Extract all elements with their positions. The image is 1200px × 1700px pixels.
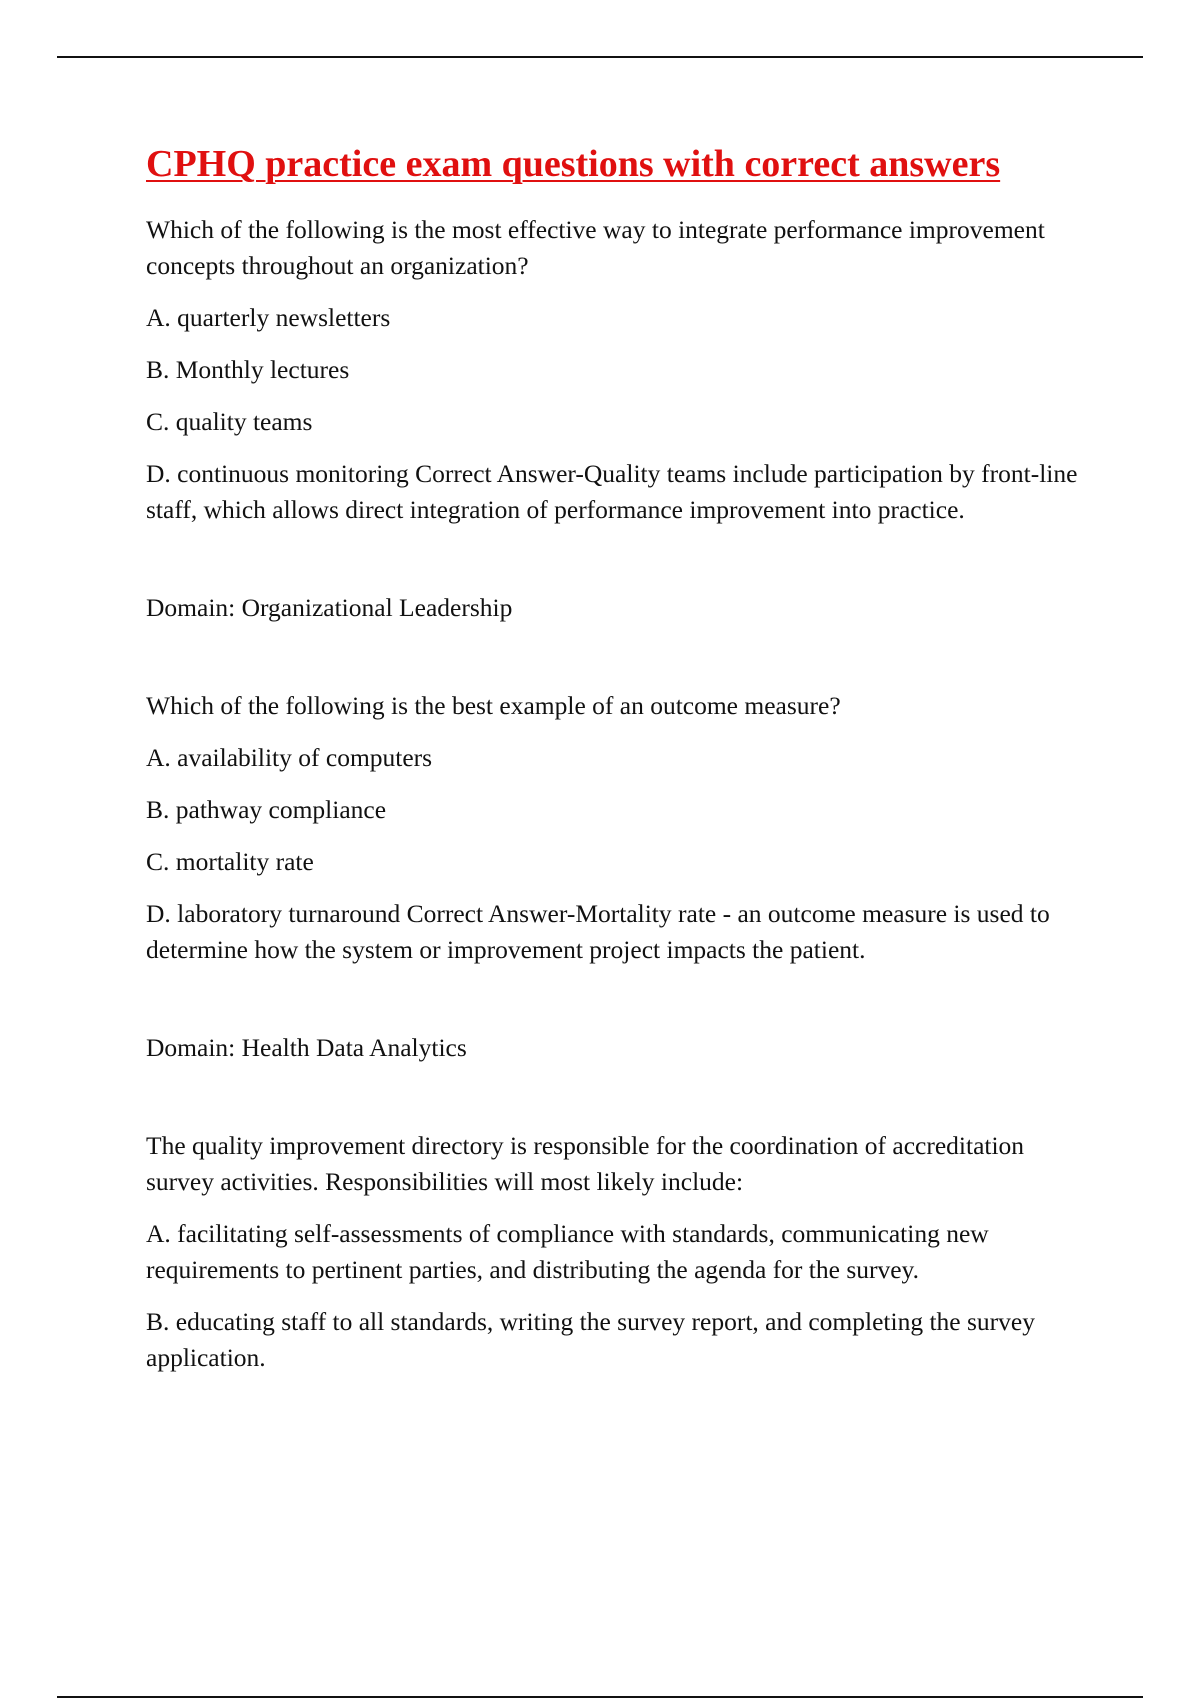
question-2-option-a: A. availability of computers [146, 742, 433, 772]
question-2-stem: Which of the following is the best example of an outcome measure? [146, 690, 841, 720]
question-1-option-d: D. continuous monitoring Correct Answer-Quality teams include participation by front-line staff, which allows direct integration of performance improvement into practice. [146, 458, 1078, 524]
question-1-option-b: B. Monthly lectures [146, 354, 350, 384]
document-title: CPHQ practice exam questions with correct answers [146, 143, 1001, 185]
question-2-domain: Domain: Health Data Analytics [146, 1032, 467, 1062]
question-2-option-c: C. mortality rate [146, 846, 314, 876]
question-3-option-b: B. educating staff to all standards, writing the survey report, and completing the survey application. [146, 1306, 1035, 1372]
question-3-stem: The quality improvement directory is responsible for the coordination of accreditation survey activities. Responsibilities will most likely include: [146, 1130, 1025, 1196]
bottom-rule [57, 1696, 1143, 1698]
question-3-option-a: A. facilitating self-assessments of compliance with standards, communicating new requirements to pertinent parties, and distributing the agenda for the survey. [146, 1218, 989, 1284]
question-2-option-d: D. laboratory turnaround Correct Answer-Mortality rate - an outcome measure is used to determine how the system or improvement project impacts the patient. [146, 898, 1050, 964]
question-2-option-b: B. pathway compliance [146, 794, 387, 824]
question-1-option-a: A. quarterly newsletters [146, 302, 391, 332]
question-1-option-c: C. quality teams [146, 406, 313, 436]
question-3 [146, 1128, 1086, 1376]
question-2 [146, 688, 1086, 1066]
question-1-domain: Domain: Organizational Leadership [146, 592, 513, 622]
top-rule [57, 56, 1143, 58]
question-1 [146, 212, 1086, 626]
question-1-stem: Which of the following is the most effective way to integrate performance improvement concepts throughout an organization? [146, 214, 1045, 280]
document-body [146, 142, 1086, 1392]
